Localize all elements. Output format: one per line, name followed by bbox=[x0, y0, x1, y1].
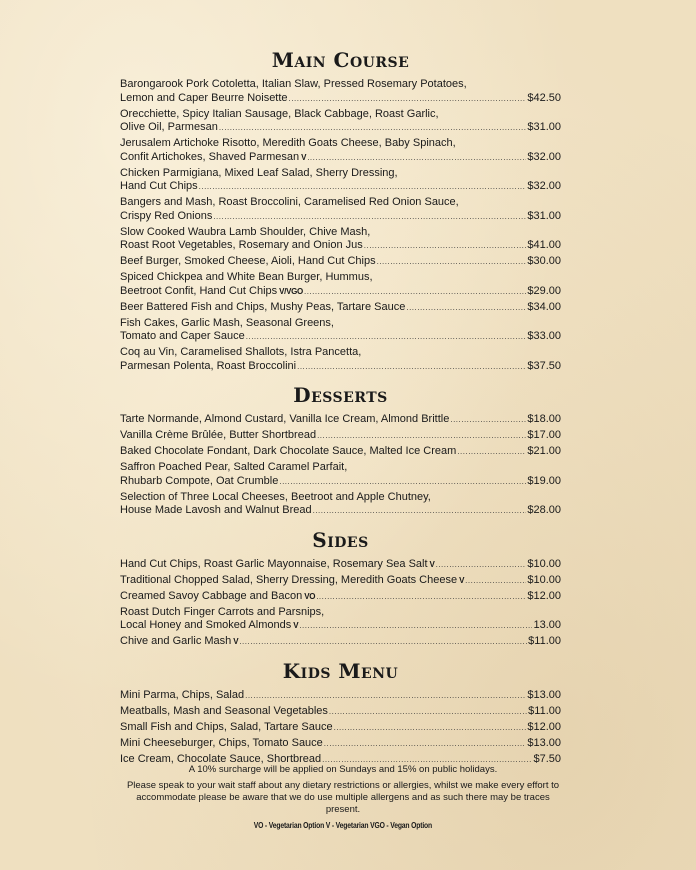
menu-item bbox=[120, 413, 561, 427]
item-price: $18.00 bbox=[527, 413, 561, 425]
section-title: Desserts bbox=[293, 383, 388, 407]
item-description-line: Saffron Poached Pear, Salted Caramel Parfait, bbox=[120, 461, 348, 473]
dot-leader bbox=[406, 301, 526, 315]
menu-item bbox=[120, 167, 561, 194]
dot-leader bbox=[316, 590, 526, 604]
dot-leader bbox=[279, 475, 526, 489]
menu-section bbox=[120, 528, 561, 649]
menu-item bbox=[120, 558, 561, 572]
item-description-line: Fish Cakes, Garlic Mash, Seasonal Greens, bbox=[120, 316, 334, 329]
item-description: Parmesan Polenta, Roast Broccolini bbox=[120, 359, 297, 372]
item-description: Roast Root Vegetables, Rosemary and Onion Jus bbox=[120, 239, 363, 251]
dietary-tag: V bbox=[293, 621, 299, 630]
item-price: $11.00 bbox=[528, 635, 561, 647]
item-price: $28.00 bbox=[527, 504, 561, 516]
item-description: Lemon and Caper Beurre Noisette bbox=[120, 91, 288, 104]
dot-leader bbox=[334, 721, 527, 735]
item-description-line: Bangers and Mash, Roast Broccolini, Caramelised Red Onion Sauce, bbox=[120, 196, 459, 208]
item-description-line: Coq au Vin, Caramelised Shallots, Istra Pancetta, bbox=[120, 346, 362, 358]
item-description: Tomato and Caper Sauce bbox=[120, 330, 245, 342]
item-price: $17.00 bbox=[527, 429, 561, 441]
menu-item bbox=[120, 445, 561, 459]
section-title: Kids Menu bbox=[282, 658, 399, 683]
dot-leader bbox=[246, 330, 527, 344]
item-price: 13.00 bbox=[533, 619, 561, 631]
menu-item bbox=[120, 429, 561, 443]
item-price: $30.00 bbox=[527, 255, 561, 267]
dot-leader bbox=[329, 705, 527, 719]
item-description-line: Roast Dutch Finger Carrots and Parsnips, bbox=[120, 605, 325, 618]
item-price: $13.00 bbox=[527, 736, 561, 749]
dot-leader bbox=[239, 635, 527, 649]
item-description: Beetroot Confit, Hand Cut Chips bbox=[120, 284, 278, 297]
item-description: Ice Cream, Chocolate Sauce, Shortbread bbox=[120, 752, 322, 765]
item-price: $21.00 bbox=[527, 445, 561, 457]
dot-leader bbox=[317, 429, 526, 443]
item-description: Crispy Red Onions bbox=[120, 209, 213, 222]
dot-leader bbox=[436, 558, 527, 572]
item-description-line: Spiced Chickpea and White Bean Burger, Hummus, bbox=[120, 271, 373, 283]
dietary-tag: V/VGO bbox=[279, 286, 303, 296]
item-description-line: Slow Cooked Waubra Lamb Shoulder, Chive Mash, bbox=[120, 225, 371, 238]
item-price: $31.00 bbox=[527, 209, 561, 222]
item-description: Vanilla Crème Brûlée, Butter Shortbread bbox=[120, 429, 317, 441]
item-description: Traditional Chopped Salad, Sherry Dressing, Meredith Goats Cheese bbox=[120, 573, 458, 586]
item-description-line: Orecchiette, Spicy Italian Sausage, Black Cabbage, Roast Garlic, bbox=[120, 107, 439, 120]
menu-item bbox=[120, 590, 561, 604]
menu-item bbox=[120, 226, 561, 253]
menu-item bbox=[120, 255, 561, 269]
item-price: $33.00 bbox=[527, 330, 561, 342]
item-description: Baked Chocolate Fondant, Dark Chocolate Sauce, Malted Ice Cream bbox=[120, 445, 457, 457]
item-price: $12.00 bbox=[527, 589, 561, 602]
menu-content bbox=[120, 48, 561, 776]
item-price: $13.00 bbox=[527, 688, 561, 701]
dietary-tag: V bbox=[429, 559, 435, 569]
item-price: $32.00 bbox=[527, 180, 561, 192]
item-description: Local Honey and Smoked Almonds bbox=[120, 619, 292, 631]
dot-leader bbox=[377, 255, 527, 269]
dot-leader bbox=[457, 445, 526, 459]
menu-item bbox=[120, 137, 561, 164]
item-price: $19.00 bbox=[527, 474, 561, 487]
dot-leader bbox=[465, 574, 526, 588]
dot-leader bbox=[199, 180, 527, 194]
menu-section bbox=[120, 659, 561, 767]
item-price: $7.50 bbox=[533, 752, 561, 765]
item-description: Rhubarb Compote, Oat Crumble bbox=[120, 474, 279, 487]
dietary-tag: VO bbox=[304, 591, 316, 601]
menu-item bbox=[120, 108, 561, 135]
item-price: $10.00 bbox=[527, 557, 561, 570]
item-price: $10.00 bbox=[527, 573, 561, 586]
dot-leader bbox=[219, 121, 527, 135]
item-description: Olive Oil, Parmesan bbox=[120, 121, 218, 133]
menu-item bbox=[120, 635, 561, 649]
item-price: $37.50 bbox=[527, 359, 561, 372]
item-price: $31.00 bbox=[527, 121, 561, 133]
section-title: Sides bbox=[312, 527, 369, 552]
menu-footer bbox=[120, 764, 566, 832]
menu-item bbox=[120, 574, 561, 588]
item-description: Creamed Savoy Cabbage and Bacon bbox=[120, 589, 303, 602]
item-price: $42.50 bbox=[527, 91, 561, 104]
dot-leader bbox=[307, 151, 526, 165]
menu-item bbox=[120, 606, 561, 633]
item-price: $34.00 bbox=[527, 300, 561, 313]
menu-section bbox=[120, 48, 561, 373]
item-description: Mini Parma, Chips, Salad bbox=[120, 688, 245, 701]
item-description: Chive and Garlic Mash bbox=[120, 635, 232, 647]
surcharge-note: A 10% surcharge will be applied on Sundays and 15% on public holidays. bbox=[188, 764, 498, 775]
dot-leader bbox=[313, 504, 527, 518]
item-price: $41.00 bbox=[527, 239, 561, 251]
item-description: Beer Battered Fish and Chips, Mushy Peas, Tartare Sauce bbox=[120, 300, 406, 313]
dot-leader bbox=[364, 239, 527, 253]
allergy-note: Please speak to your wait staff about any dietary restrictions or allergies, whilst we make every effort to accommodate please be aware that we do use multiple allergens and as such there may be traces present. bbox=[126, 780, 560, 815]
dietary-tag: V bbox=[233, 637, 239, 646]
dietary-legend: VO - Vegetarian Option V - Vegetarian VGO - Vegan Option bbox=[253, 821, 433, 830]
menu-item bbox=[120, 196, 561, 223]
dot-leader bbox=[304, 285, 526, 299]
menu-item bbox=[120, 491, 561, 518]
item-price: $32.00 bbox=[527, 150, 561, 163]
item-price: $11.00 bbox=[528, 704, 561, 717]
item-description: Meatballs, Mash and Seasonal Vegetables bbox=[120, 704, 328, 717]
item-price: $12.00 bbox=[527, 720, 561, 733]
dietary-tag: V bbox=[301, 152, 307, 162]
dot-leader bbox=[299, 619, 532, 633]
item-description: Confit Artichokes, Shaved Parmesan bbox=[120, 150, 300, 163]
menu-item bbox=[120, 271, 561, 298]
dot-leader bbox=[297, 360, 526, 374]
menu-item bbox=[120, 689, 561, 703]
dot-leader bbox=[245, 689, 526, 703]
dot-leader bbox=[213, 210, 526, 224]
item-description: Beef Burger, Smoked Cheese, Aioli, Hand Cut Chips bbox=[120, 255, 376, 267]
menu-item bbox=[120, 705, 561, 719]
item-description: Hand Cut Chips bbox=[120, 180, 198, 192]
menu-item bbox=[120, 301, 561, 315]
dot-leader bbox=[450, 413, 526, 427]
item-price: $29.00 bbox=[527, 284, 561, 297]
item-description: Mini Cheeseburger, Chips, Tomato Sauce bbox=[120, 736, 323, 749]
menu-item bbox=[120, 78, 561, 105]
dietary-tag: V bbox=[459, 575, 465, 585]
item-description-line: Chicken Parmigiana, Mixed Leaf Salad, Sherry Dressing, bbox=[120, 166, 398, 179]
menu-section bbox=[120, 383, 561, 518]
menu-item bbox=[120, 721, 561, 735]
item-description: Tarte Normande, Almond Custard, Vanilla Ice Cream, Almond Brittle bbox=[120, 413, 450, 425]
item-description-line: Barongarook Pork Cotoletta, Italian Slaw, Pressed Rosemary Potatoes, bbox=[120, 78, 467, 90]
menu-item bbox=[120, 346, 561, 373]
menu-item bbox=[120, 317, 561, 344]
section-title: Main Course bbox=[271, 48, 410, 72]
item-description-line: Selection of Three Local Cheeses, Beetroot and Apple Chutney, bbox=[120, 490, 431, 503]
menu-item bbox=[120, 737, 561, 751]
item-description: Hand Cut Chips, Roast Garlic Mayonnaise, Rosemary Sea Salt bbox=[120, 557, 428, 570]
dot-leader bbox=[289, 92, 527, 106]
item-description: House Made Lavosh and Walnut Bread bbox=[120, 504, 312, 516]
dot-leader bbox=[324, 737, 527, 751]
menu-item bbox=[120, 461, 561, 488]
item-description: Small Fish and Chips, Salad, Tartare Sauce bbox=[120, 720, 333, 733]
item-description-line: Jerusalem Artichoke Risotto, Meredith Goats Cheese, Baby Spinach, bbox=[120, 137, 456, 149]
